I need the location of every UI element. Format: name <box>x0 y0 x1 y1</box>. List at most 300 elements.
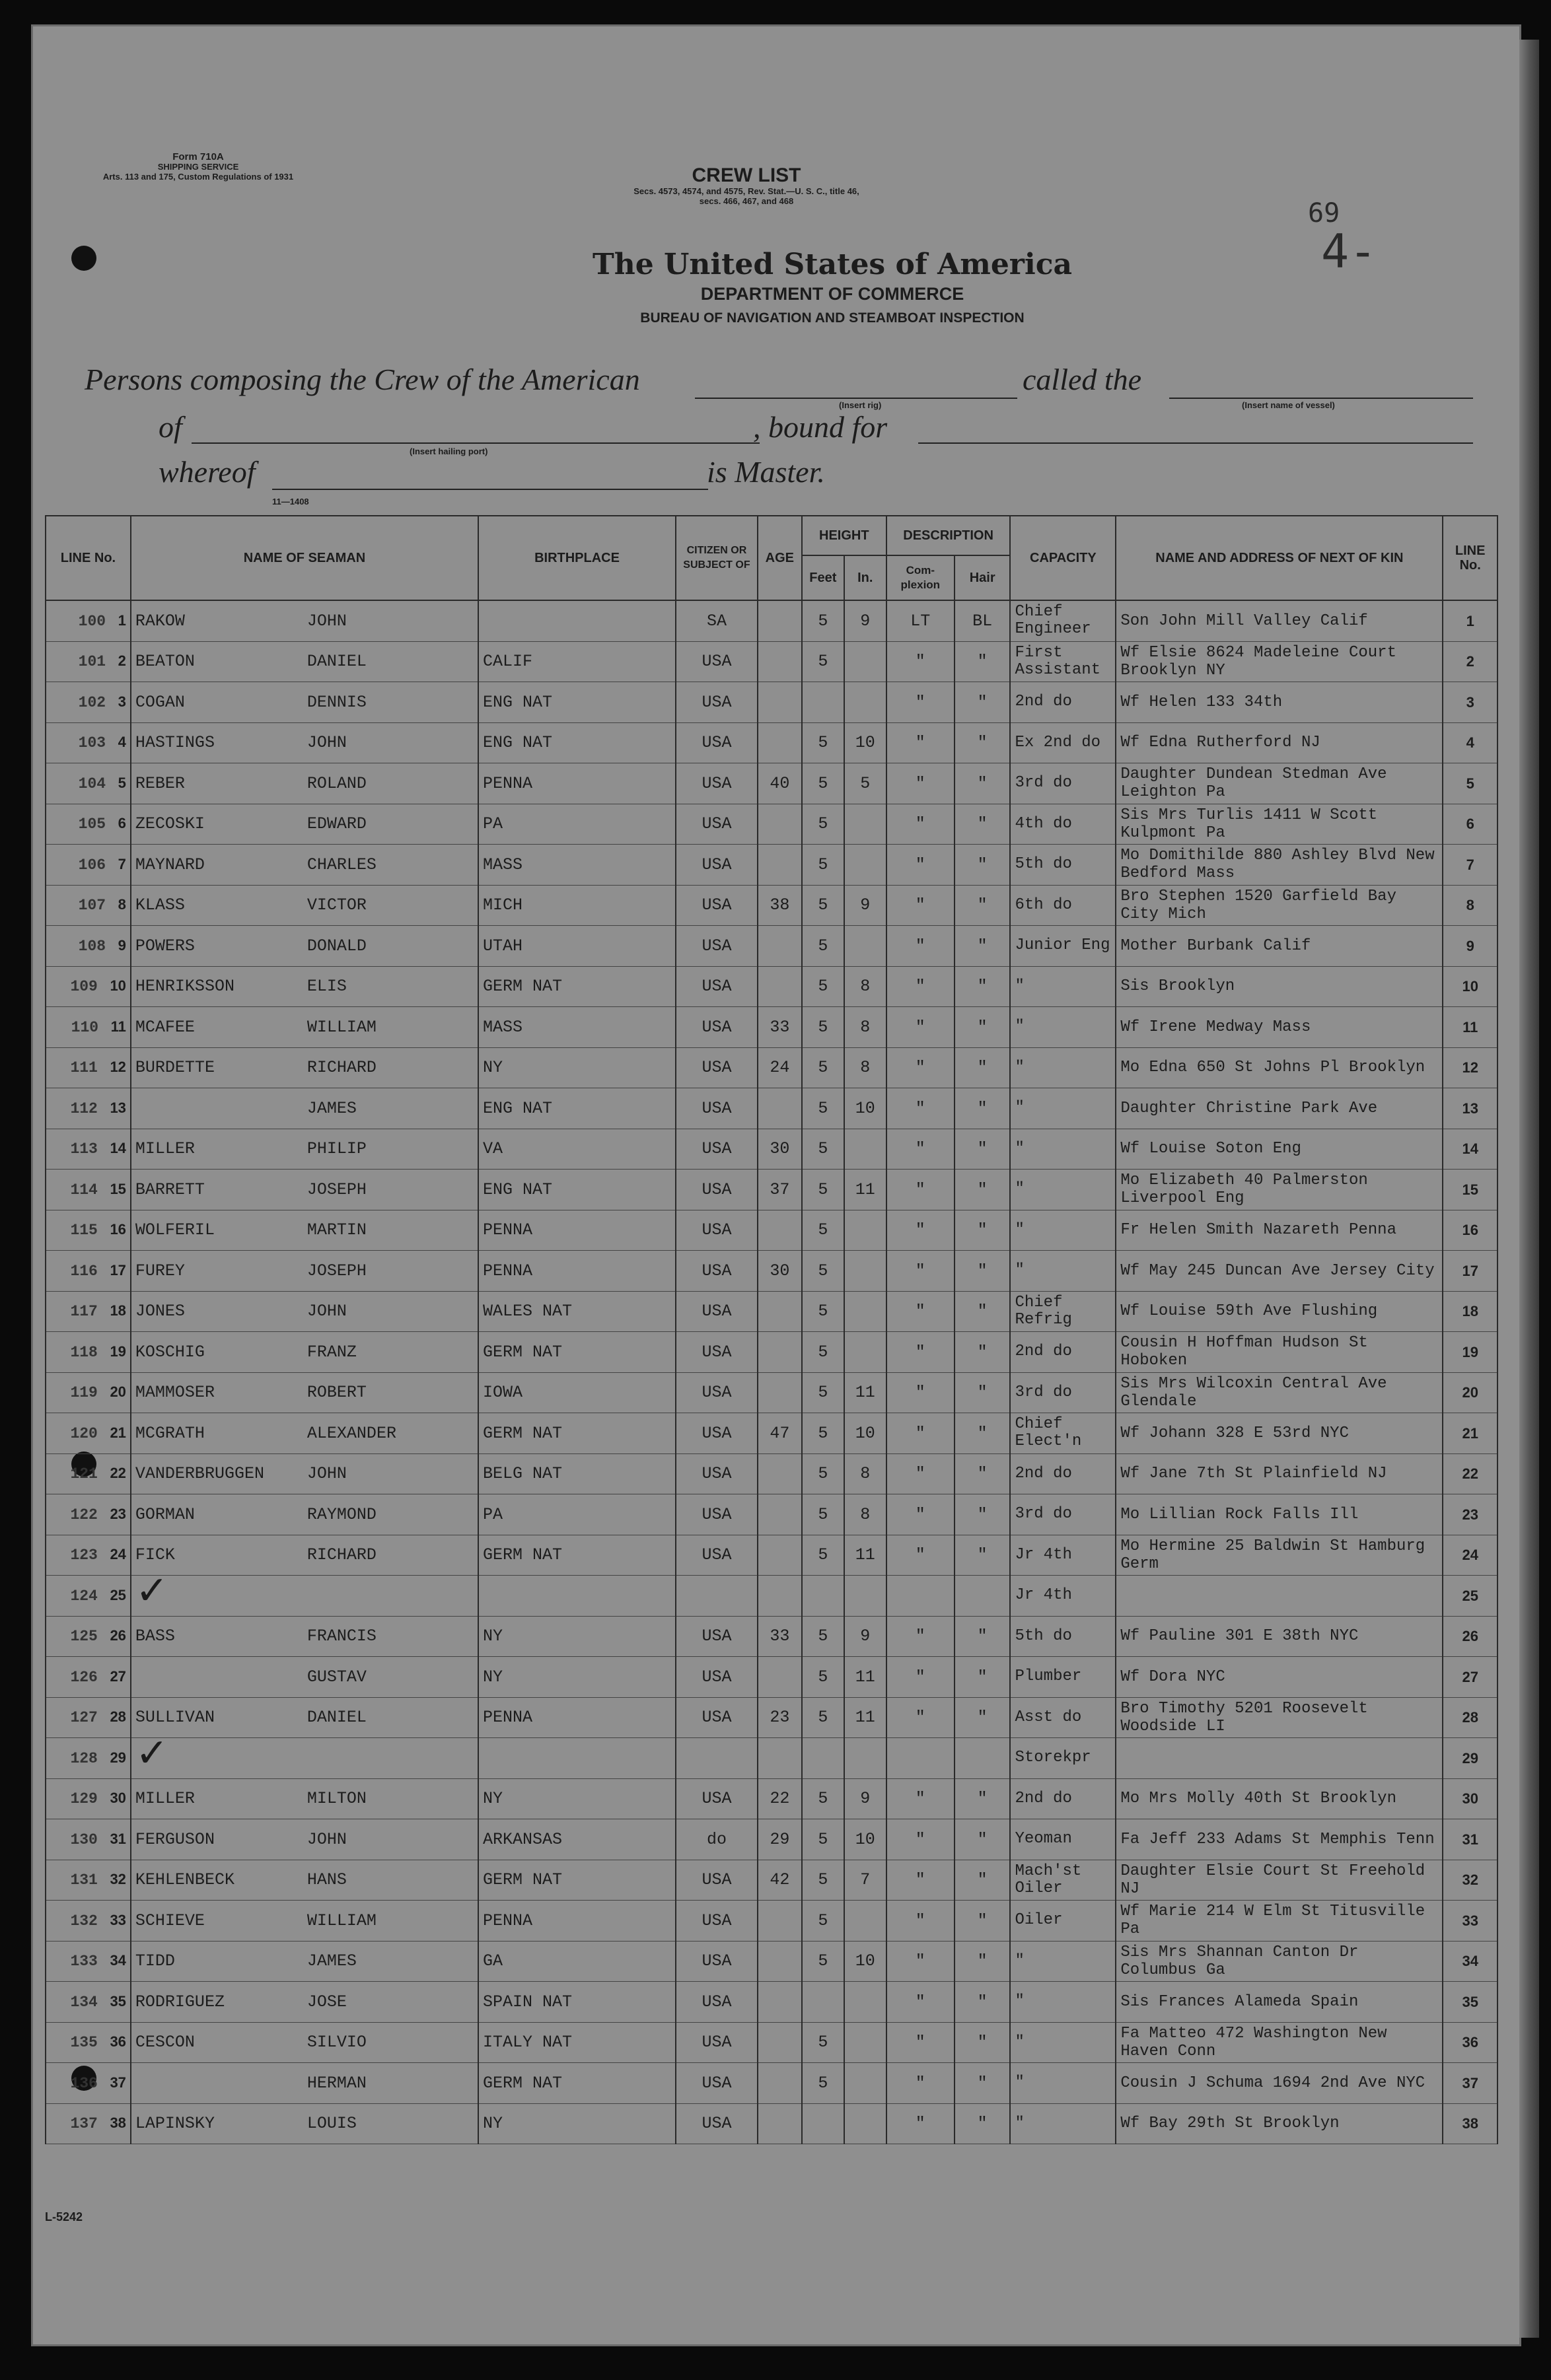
feet-cell <box>802 1738 844 1779</box>
line-number-cell <box>46 1535 131 1576</box>
surname: MCGRATH <box>135 1423 205 1443</box>
complexion-cell: " <box>886 763 955 804</box>
capacity-cell: Chief Refrig <box>1010 1291 1116 1332</box>
citizen-cell: USA <box>676 722 758 763</box>
given-name: FRANCIS <box>307 1627 377 1646</box>
birthplace-cell: GERM NAT <box>478 1535 676 1576</box>
birthplace-cell: PENNA <box>478 1251 676 1292</box>
sequence-number: 101 <box>78 653 106 671</box>
complexion-cell: " <box>886 1129 955 1170</box>
next-of-kin-cell: Fr Helen Smith Nazareth Penna <box>1116 1210 1443 1251</box>
age-cell <box>758 926 802 967</box>
seaman-name-cell <box>131 1129 478 1170</box>
citizen-cell: USA <box>676 845 758 886</box>
inches-cell <box>844 1210 886 1251</box>
table-row <box>46 1170 1497 1210</box>
next-of-kin-cell: Wf Edna Rutherford NJ <box>1116 722 1443 763</box>
line-number: 37 <box>110 2074 126 2091</box>
citizen-cell: USA <box>676 1047 758 1088</box>
age-cell <box>758 641 802 682</box>
feet-cell: 5 <box>802 1860 844 1901</box>
sequence-number: 135 <box>70 2034 98 2052</box>
given-name: ALEXANDER <box>307 1423 396 1443</box>
line-number-cell <box>46 1129 131 1170</box>
next-of-kin-cell: Wf Louise 59th Ave Flushing <box>1116 1291 1443 1332</box>
age-cell: 23 <box>758 1697 802 1738</box>
department-title: DEPARTMENT OF COMMERCE <box>700 284 964 304</box>
line-number-right-cell: 21 <box>1443 1413 1497 1454</box>
capacity-cell: Ex 2nd do <box>1010 722 1116 763</box>
line-number: 6 <box>118 815 126 832</box>
handwritten-mark: 4- <box>1321 225 1377 279</box>
complexion-cell: LT <box>886 600 955 641</box>
table-row <box>46 885 1497 926</box>
table-row <box>46 1129 1497 1170</box>
crew-table-header <box>46 516 1497 600</box>
line-number-right-cell: 30 <box>1443 1778 1497 1819</box>
line-number-right-cell: 31 <box>1443 1819 1497 1860</box>
seaman-name-cell <box>131 1047 478 1088</box>
sequence-number: 108 <box>78 937 106 955</box>
next-of-kin-cell: Wf Pauline 301 E 38th NYC <box>1116 1616 1443 1657</box>
age-cell: 47 <box>758 1413 802 1454</box>
line-number-cell <box>46 1047 131 1088</box>
hair-cell: " <box>955 845 1011 886</box>
age-cell: 30 <box>758 1129 802 1170</box>
complexion-cell: " <box>886 1332 955 1373</box>
next-of-kin-cell: Fa Matteo 472 Washington New Haven Conn <box>1116 2022 1443 2063</box>
feet-cell: 5 <box>802 1494 844 1535</box>
next-of-kin-cell: Cousin H Hoffman Hudson St Hoboken <box>1116 1332 1443 1373</box>
line-number-right-cell: 25 <box>1443 1576 1497 1617</box>
given-name: SILVIO <box>307 2033 367 2052</box>
complexion-cell: " <box>886 845 955 886</box>
feet-cell: 5 <box>802 804 844 845</box>
citizen-cell: USA <box>676 1616 758 1657</box>
checkmark-icon: ✓ <box>135 1737 169 1777</box>
table-row <box>46 1576 1497 1617</box>
capacity-cell: 4th do <box>1010 804 1116 845</box>
citizen-cell: do <box>676 1819 758 1860</box>
complexion-cell <box>886 1738 955 1779</box>
sequence-number: 119 <box>70 1384 98 1402</box>
given-name: JAMES <box>307 1098 357 1118</box>
next-of-kin-cell <box>1116 1576 1443 1617</box>
footer-code: L-5242 <box>45 2210 83 2223</box>
line-number-cell <box>46 1860 131 1901</box>
line-number-right-cell: 22 <box>1443 1453 1497 1494</box>
citizen-cell: USA <box>676 1129 758 1170</box>
citizen-cell: USA <box>676 1372 758 1413</box>
age-cell: 22 <box>758 1778 802 1819</box>
line-number-right-cell: 27 <box>1443 1657 1497 1698</box>
line-number-right-cell: 17 <box>1443 1251 1497 1292</box>
inches-cell: 11 <box>844 1697 886 1738</box>
col-complexion: Com- plexion <box>886 555 955 600</box>
given-name: MILTON <box>307 1789 367 1809</box>
citizen-cell: USA <box>676 1088 758 1129</box>
inches-cell <box>844 2063 886 2104</box>
citizen-cell: USA <box>676 2022 758 2063</box>
birthplace-cell: GERM NAT <box>478 1860 676 1901</box>
seaman-name-cell <box>131 1657 478 1698</box>
inches-cell: 10 <box>844 1819 886 1860</box>
feet-cell: 5 <box>802 1778 844 1819</box>
seaman-name-cell <box>131 845 478 886</box>
table-row <box>46 1251 1497 1292</box>
given-name: RICHARD <box>307 1545 377 1565</box>
sequence-number: 126 <box>70 1668 98 1686</box>
table-row <box>46 641 1497 682</box>
destination-blank <box>918 442 1473 444</box>
line-number-cell <box>46 722 131 763</box>
line-number: 23 <box>110 1505 126 1522</box>
sequence-number: 120 <box>70 1424 98 1442</box>
hair-cell: " <box>955 1982 1011 2023</box>
table-row <box>46 1332 1497 1373</box>
feet-cell: 5 <box>802 926 844 967</box>
next-of-kin-cell: Sis Frances Alameda Spain <box>1116 1982 1443 2023</box>
hair-cell: " <box>955 1616 1011 1657</box>
col-line-no: LINE No. <box>46 516 131 600</box>
capacity-cell: " <box>1010 1047 1116 1088</box>
line-number: 31 <box>110 1830 126 1847</box>
feet-cell: 5 <box>802 1251 844 1292</box>
complexion-cell: " <box>886 926 955 967</box>
seaman-name-cell <box>131 966 478 1007</box>
capacity-cell: " <box>1010 966 1116 1007</box>
called-the-label: called the <box>1023 363 1142 396</box>
next-of-kin-cell: Sis Mrs Wilcoxin Central Ave Glendale <box>1116 1372 1443 1413</box>
inches-cell: 9 <box>844 1778 886 1819</box>
complexion-cell: " <box>886 1007 955 1048</box>
crew-list-title-block <box>581 165 912 206</box>
table-row <box>46 1088 1497 1129</box>
seaman-name-cell <box>131 1941 478 1982</box>
surname: MILLER <box>135 1789 195 1809</box>
citizen-cell: USA <box>676 2103 758 2144</box>
capacity-cell: 6th do <box>1010 885 1116 926</box>
seaman-name-cell <box>131 600 478 641</box>
capacity-cell: 3rd do <box>1010 1372 1116 1413</box>
inches-cell: 8 <box>844 1047 886 1088</box>
age-cell <box>758 1738 802 1779</box>
next-of-kin-cell: Fa Jeff 233 Adams St Memphis Tenn <box>1116 1819 1443 1860</box>
feet-cell: 5 <box>802 641 844 682</box>
line-number-cell <box>46 2022 131 2063</box>
col-age: AGE <box>758 516 802 600</box>
line-number-cell <box>46 1413 131 1454</box>
given-name: JOHN <box>307 733 347 753</box>
complexion-cell: " <box>886 1657 955 1698</box>
seaman-name-cell <box>131 1860 478 1901</box>
capacity-cell: 2nd do <box>1010 1778 1116 1819</box>
capacity-cell: 2nd do <box>1010 1453 1116 1494</box>
hair-cell: " <box>955 1819 1011 1860</box>
birthplace-cell: WALES NAT <box>478 1291 676 1332</box>
complexion-cell: " <box>886 1291 955 1332</box>
capacity-cell: 5th do <box>1010 1616 1116 1657</box>
line-number-cell <box>46 1088 131 1129</box>
hair-cell: " <box>955 1941 1011 1982</box>
sequence-number: 117 <box>70 1303 98 1321</box>
citizen-cell: USA <box>676 1982 758 2023</box>
line-number: 3 <box>118 693 126 710</box>
surname: FUREY <box>135 1261 185 1280</box>
statute-line-2: secs. 466, 467, and 468 <box>699 196 794 206</box>
surname: LAPINSKY <box>135 2114 215 2134</box>
age-cell <box>758 1941 802 1982</box>
feet-cell: 5 <box>802 2022 844 2063</box>
line-number-cell <box>46 1007 131 1048</box>
inches-cell <box>844 845 886 886</box>
complexion-cell: " <box>886 1616 955 1657</box>
sequence-number: 106 <box>78 856 106 874</box>
complexion-cell: " <box>886 1535 955 1576</box>
surname: GORMAN <box>135 1504 195 1524</box>
citizen-cell <box>676 1576 758 1617</box>
feet-cell: 5 <box>802 763 844 804</box>
inches-cell: 8 <box>844 966 886 1007</box>
line-number-cell <box>46 1170 131 1210</box>
next-of-kin-cell: Mother Burbank Calif <box>1116 926 1443 967</box>
seaman-name-cell <box>131 2063 478 2104</box>
complexion-cell: " <box>886 1210 955 1251</box>
table-row <box>46 1941 1497 1982</box>
hair-cell: " <box>955 1047 1011 1088</box>
col-height: HEIGHT <box>802 516 886 555</box>
col-birthplace: BIRTHPLACE <box>478 516 676 600</box>
sequence-number: 125 <box>70 1628 98 1646</box>
rig-blank <box>695 398 1017 399</box>
seaman-name-cell <box>131 1007 478 1048</box>
seaman-name-cell <box>131 1494 478 1535</box>
given-name: GUSTAV <box>307 1667 367 1687</box>
line-number-cell <box>46 1657 131 1698</box>
birthplace-cell: PENNA <box>478 1901 676 1942</box>
capacity-cell: " <box>1010 1941 1116 1982</box>
line-number-cell <box>46 2103 131 2144</box>
citizen-cell: USA <box>676 1413 758 1454</box>
citizen-cell: USA <box>676 804 758 845</box>
table-row <box>46 804 1497 845</box>
surname: RODRIGUEZ <box>135 1992 225 2012</box>
feet-cell: 5 <box>802 1819 844 1860</box>
inches-cell <box>844 2103 886 2144</box>
capacity-cell: Plumber <box>1010 1657 1116 1698</box>
next-of-kin-cell: Bro Timothy 5201 Roosevelt Woodside LI <box>1116 1697 1443 1738</box>
line-number: 36 <box>110 2033 126 2050</box>
line-number: 11 <box>110 1018 126 1035</box>
line-number-cell <box>46 1738 131 1779</box>
table-row <box>46 600 1497 641</box>
birthplace-cell: CALIF <box>478 641 676 682</box>
surname: HENRIKSSON <box>135 977 234 997</box>
hair-cell: " <box>955 1778 1011 1819</box>
next-of-kin-cell: Daughter Christine Park Ave <box>1116 1088 1443 1129</box>
sequence-number: 122 <box>70 1506 98 1523</box>
line-number-cell <box>46 1616 131 1657</box>
col-feet: Feet <box>802 555 844 600</box>
line-number: 5 <box>118 774 126 791</box>
capacity-cell: Asst do <box>1010 1697 1116 1738</box>
line-number: 18 <box>110 1302 126 1319</box>
seaman-name-cell <box>131 1535 478 1576</box>
capacity-cell: " <box>1010 2022 1116 2063</box>
line-number-right-cell: 32 <box>1443 1860 1497 1901</box>
birthplace-cell: ENG NAT <box>478 722 676 763</box>
inches-cell: 7 <box>844 1860 886 1901</box>
checkmark-icon: ✓ <box>135 1575 169 1615</box>
line-number-cell <box>46 885 131 926</box>
hair-cell <box>955 1576 1011 1617</box>
inches-cell: 8 <box>844 1453 886 1494</box>
complexion-cell: " <box>886 1251 955 1292</box>
hair-cell: " <box>955 804 1011 845</box>
capacity-cell: Junior Eng <box>1010 926 1116 967</box>
hair-cell: " <box>955 1129 1011 1170</box>
crew-table-body <box>46 600 1497 2144</box>
line-number: 15 <box>110 1180 126 1197</box>
surname: KLASS <box>135 895 185 915</box>
feet-cell: 5 <box>802 845 844 886</box>
line-number-right-cell: 34 <box>1443 1941 1497 1982</box>
line-number: 8 <box>118 896 126 913</box>
seaman-name-cell <box>131 1576 478 1617</box>
line-number-right-cell: 1 <box>1443 600 1497 641</box>
seaman-name-cell <box>131 926 478 967</box>
table-row <box>46 763 1497 804</box>
col-line-no-right: LINE No. <box>1443 516 1497 600</box>
line-number-right-cell: 38 <box>1443 2103 1497 2144</box>
age-cell <box>758 1657 802 1698</box>
seaman-name-cell <box>131 1738 478 1779</box>
capacity-cell: " <box>1010 1088 1116 1129</box>
line-number-cell <box>46 1819 131 1860</box>
vessel-name-blank <box>1169 398 1473 399</box>
given-name: RICHARD <box>307 1058 377 1078</box>
sequence-number: 137 <box>70 2115 98 2133</box>
hair-cell: " <box>955 2103 1011 2144</box>
line-number: 33 <box>110 1911 126 1928</box>
line-number-right-cell: 19 <box>1443 1332 1497 1373</box>
citizen-cell: USA <box>676 1251 758 1292</box>
age-cell <box>758 1210 802 1251</box>
birthplace-cell: MASS <box>478 845 676 886</box>
capacity-cell: Chief Engineer <box>1010 600 1116 641</box>
line-number: 32 <box>110 1871 126 1888</box>
col-capacity: CAPACITY <box>1010 516 1116 600</box>
hair-cell: " <box>955 2022 1011 2063</box>
feet-cell <box>802 2103 844 2144</box>
citizen-cell: USA <box>676 1332 758 1373</box>
citizen-cell: USA <box>676 1657 758 1698</box>
complexion-cell: " <box>886 966 955 1007</box>
next-of-kin-cell: Daughter Elsie Court St Freehold NJ <box>1116 1860 1443 1901</box>
statute-line-1: Secs. 4573, 4574, and 4575, Rev. Stat.—U. S. C., title 46, <box>633 186 859 196</box>
complexion-cell: " <box>886 1901 955 1942</box>
seaman-name-cell <box>131 1616 478 1657</box>
given-name: DONALD <box>307 936 367 956</box>
feet-cell: 5 <box>802 600 844 641</box>
punch-hole <box>71 246 96 271</box>
age-cell <box>758 1494 802 1535</box>
age-cell: 24 <box>758 1047 802 1088</box>
line-number-cell <box>46 1576 131 1617</box>
feet-cell: 5 <box>802 1332 844 1373</box>
citizen-cell: USA <box>676 763 758 804</box>
hair-cell: BL <box>955 600 1011 641</box>
capacity-cell: First Assistant <box>1010 641 1116 682</box>
given-name: DENNIS <box>307 692 367 712</box>
feet-cell: 5 <box>802 1088 844 1129</box>
birthplace-cell: NY <box>478 2103 676 2144</box>
sequence-number: 134 <box>70 1993 98 2011</box>
col-inches: In. <box>844 555 886 600</box>
inches-cell <box>844 1576 886 1617</box>
hair-cell: " <box>955 763 1011 804</box>
birthplace-cell: MICH <box>478 885 676 926</box>
birthplace-cell: ENG NAT <box>478 1088 676 1129</box>
complexion-cell: " <box>886 1047 955 1088</box>
surname: POWERS <box>135 936 195 956</box>
capacity-cell: " <box>1010 1007 1116 1048</box>
age-cell <box>758 845 802 886</box>
birthplace-cell: NY <box>478 1657 676 1698</box>
next-of-kin-cell: Sis Mrs Shannan Canton Dr Columbus Ga <box>1116 1941 1443 1982</box>
next-of-kin-cell: Wf Johann 328 E 53rd NYC <box>1116 1413 1443 1454</box>
feet-cell: 5 <box>802 1007 844 1048</box>
crew-table <box>45 515 1498 2144</box>
given-name: HERMAN <box>307 2073 367 2093</box>
given-name: LOUIS <box>307 2114 357 2134</box>
line-number-right-cell: 8 <box>1443 885 1497 926</box>
line-number: 13 <box>110 1099 126 1116</box>
age-cell: 29 <box>758 1819 802 1860</box>
surname: FICK <box>135 1545 175 1565</box>
citizen-cell: USA <box>676 1170 758 1210</box>
line-number-right-cell: 28 <box>1443 1697 1497 1738</box>
inches-cell <box>844 1901 886 1942</box>
given-name: WILLIAM <box>307 1017 377 1037</box>
master-name-blank <box>272 489 708 490</box>
capacity-cell: " <box>1010 2103 1116 2144</box>
line-number-cell <box>46 1941 131 1982</box>
inches-cell <box>844 1738 886 1779</box>
surname: HASTINGS <box>135 733 215 753</box>
complexion-cell: " <box>886 641 955 682</box>
citizen-cell: SA <box>676 600 758 641</box>
next-of-kin-cell: Sis Mrs Turlis 1411 W Scott Kulpmont Pa <box>1116 804 1443 845</box>
next-of-kin-cell: Mo Domithilde 880 Ashley Blvd New Bedford Mass <box>1116 845 1443 886</box>
citizen-cell: USA <box>676 926 758 967</box>
line-number-cell <box>46 1697 131 1738</box>
hair-cell: " <box>955 2063 1011 2104</box>
regulations: Arts. 113 and 175, Custom Regulations of 1931 <box>102 172 294 182</box>
table-row <box>46 722 1497 763</box>
table-row <box>46 2022 1497 2063</box>
table-row <box>46 1901 1497 1942</box>
hair-cell: " <box>955 1210 1011 1251</box>
line-number-cell <box>46 1901 131 1942</box>
complexion-cell: " <box>886 1982 955 2023</box>
birthplace-cell: NY <box>478 1047 676 1088</box>
seaman-name-cell <box>131 1291 478 1332</box>
line-number-cell <box>46 1210 131 1251</box>
inches-cell <box>844 1982 886 2023</box>
whereof-label: whereof <box>159 455 256 489</box>
line-number: 9 <box>118 936 126 954</box>
